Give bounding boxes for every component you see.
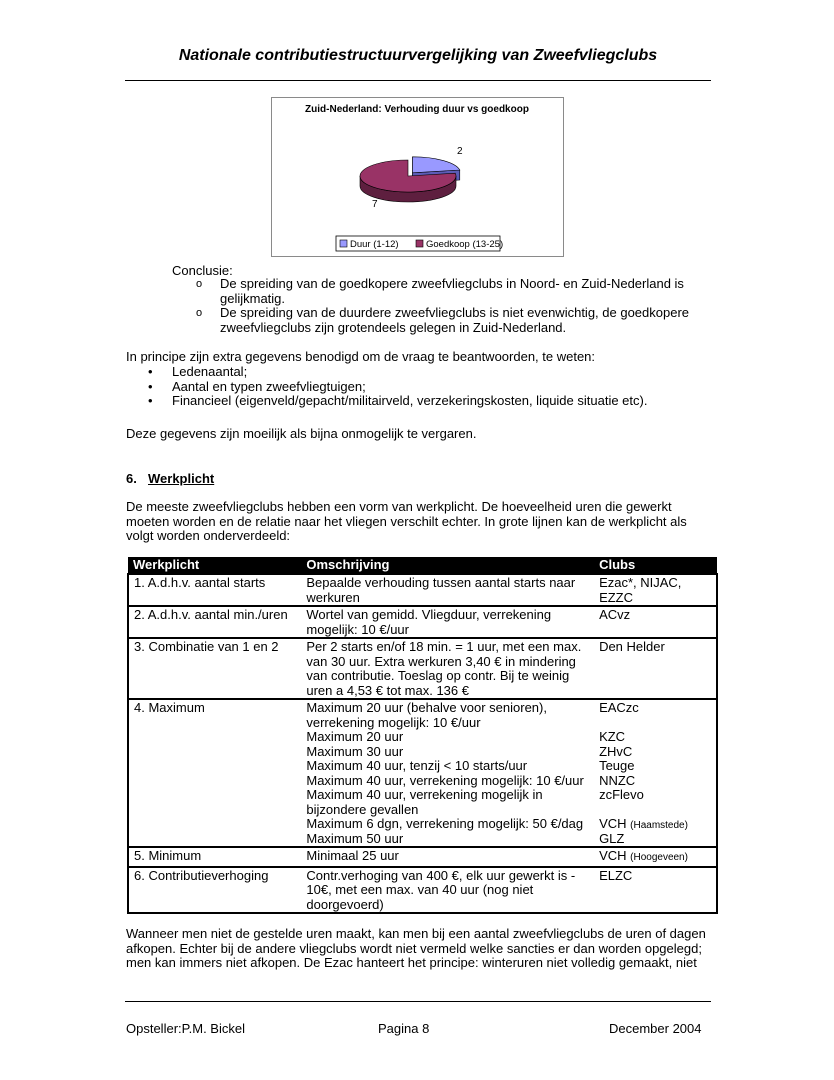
description-line: Maximum 40 uur, tenzij < 10 starts/uur (306, 758, 528, 773)
club-line (599, 832, 711, 847)
table-cell-type: 3. Combinatie van 1 en 2 (128, 638, 301, 699)
data-label-small: 2 (457, 146, 463, 157)
description-line: Minimaal 25 uur (306, 848, 399, 863)
table-cell-description (301, 638, 594, 699)
table-cell-clubs (594, 638, 717, 699)
club-line (599, 869, 711, 884)
table-header-row (128, 557, 717, 574)
club-location-note: (Haamstede) (630, 820, 688, 831)
club-line (599, 817, 711, 832)
column-header: Omschrijving (301, 557, 594, 574)
pie-chart (271, 97, 564, 257)
section-intro-paragraph: De meeste zweefvliegclubs hebben een vorm van werkplicht. De hoeveelheid uren die gewerkt moeten worden en de relatie naar het vliegen verschilt echter. In grote lijnen kan de werkplicht als volgt worden onderverdeeld: (126, 499, 687, 544)
bullet-item-text: Ledenaantal; (172, 364, 248, 379)
club-line (599, 576, 711, 605)
bullet-item-text: Aantal en typen zweefvliegtuigen; (172, 378, 366, 394)
description-line: Maximum 6 dgn, verrekening mogelijk: 50 €/dag (306, 816, 584, 831)
bullet-icon: • (148, 364, 153, 379)
description-line: Maximum 40 uur, verrekening mogelijk in bijzondere gevallen (306, 787, 543, 817)
table-cell-clubs (594, 867, 717, 914)
section-number: 6. (126, 471, 137, 486)
footer-author: Opsteller:P.M. Bickel (126, 1021, 245, 1036)
table-row (128, 606, 717, 638)
chart-title: Zuid-Nederland: Verhouding duur vs goedkoop (305, 104, 529, 115)
footer-page-number: Pagina 8 (378, 1021, 430, 1036)
legend-label-duur: Duur (1-12) (350, 239, 399, 250)
list-item (196, 277, 696, 306)
conclusion-item-text: De spreiding van de goedkopere zweefvliegclubs in Noord- en Zuid-Nederland is gelijkmatig. (220, 276, 684, 306)
club-name: GLZ (599, 830, 625, 846)
club-line (599, 701, 711, 730)
conclusion-item-text: De spreiding van de duurdere zweefvliegclubs is niet evenwichtig, de goedkopere zweefvliegclubs zijn grotendeels gelegen in Zuid-Nederland. (220, 305, 690, 335)
section-heading (126, 471, 214, 486)
difficulty-paragraph: Deze gegevens zijn moeilijk als bijna onmogelijk te vergaren. (126, 426, 477, 441)
header-rule (125, 80, 711, 81)
table-cell-clubs (594, 847, 717, 867)
bullet-icon: • (148, 378, 153, 394)
circle-bullet-icon: o (196, 278, 203, 290)
table-cell-clubs (594, 699, 717, 847)
legend-swatch-goedkoop (416, 240, 423, 247)
club-name: VCH (599, 816, 627, 831)
conclusion-list (196, 277, 696, 335)
bullet-icon: • (148, 393, 153, 409)
table-cell-description (301, 699, 594, 847)
table-cell-type: 4. Maximum (128, 699, 301, 847)
data-label-large: 7 (372, 199, 378, 210)
table-cell-description (301, 574, 594, 606)
table-cell-description (301, 847, 594, 867)
club-name: VCH (599, 848, 627, 863)
club-line (599, 745, 711, 760)
description-line: Maximum 40 uur, verrekening mogelijk: 10 €/uur (306, 772, 584, 788)
description-line: Contr.verhoging van 400 €, elk uur gewerkt is - 10€, met een max. van 40 uur (nog niet doorgevoerd) (306, 867, 576, 912)
pie-slice-duur (412, 157, 459, 173)
table-row (128, 638, 717, 699)
conclusion-title: Conclusie: (172, 263, 233, 278)
description-line: Maximum 30 uur (306, 743, 404, 759)
table-cell-clubs (594, 574, 717, 606)
club-line (599, 608, 711, 623)
club-line (599, 759, 711, 774)
description-line: Wortel van gemidd. Vliegduur, verrekening mogelijk: 10 €/uur (306, 607, 552, 637)
club-name: ELZC (599, 867, 633, 883)
table-cell-type: 2. A.d.h.v. aantal min./uren (128, 606, 301, 638)
club-name: NNZC (599, 772, 636, 788)
table-row (128, 574, 717, 606)
closing-paragraph: Wanneer men niet de gestelde uren maakt, kan men bij een aantal zweefvliegclubs de uren of dagen afkopen. Echter bij de andere vliegclubs wordt niet vermeld welke sancties er dan worden opgelegd; men kan immers niet afkopen. De Ezac hanteert het principe: winteruren niet volledig gemaakt, niet (126, 926, 706, 971)
club-name: KZC (599, 729, 626, 744)
footer-rule (125, 1001, 711, 1002)
list-item (196, 306, 696, 335)
table-cell-description (301, 606, 594, 638)
list-item (126, 365, 686, 380)
table-row (128, 699, 717, 847)
list-item (126, 380, 686, 395)
legend-label-goedkoop: Goedkoop (13-25) (426, 239, 504, 250)
table-cell-type: 5. Minimum (128, 847, 301, 867)
club-name: Teuge (599, 758, 635, 773)
table-row (128, 847, 717, 867)
list-item (126, 394, 686, 409)
club-line (599, 730, 711, 745)
club-line (599, 849, 711, 866)
description-line: Maximum 50 uur (306, 830, 404, 846)
table-row (128, 867, 717, 914)
footer-date: December 2004 (609, 1021, 702, 1036)
werkplicht-table (127, 557, 718, 914)
chart-legend (336, 236, 503, 251)
intro-paragraph: In principe zijn extra gegevens benodigd om de vraag te beantwoorden, te weten: (126, 349, 596, 364)
club-location-note: (Hoogeveen) (630, 852, 688, 863)
table-cell-description (301, 867, 594, 914)
club-line (599, 774, 711, 789)
circle-bullet-icon: o (196, 307, 203, 320)
club-line (599, 640, 711, 655)
bullet-item-text: Financieel (eigenveld/gepacht/militairveld, verzekeringskosten, liquide situatie etc). (172, 393, 648, 409)
club-name: ACvz (599, 607, 631, 622)
table-cell-clubs (594, 606, 717, 638)
description-line: Bepaalde verhouding tussen aantal starts naar werkuren (306, 575, 576, 605)
section-title: Werkplicht (148, 471, 215, 486)
table-cell-type: 6. Contributieverhoging (128, 867, 301, 914)
pie-chart-svg (272, 98, 563, 256)
club-name: EACzc (599, 700, 639, 715)
data-needs-list (126, 365, 686, 409)
club-name: ZHvC (599, 743, 633, 759)
description-line: Maximum 20 uur (306, 729, 404, 744)
club-line (599, 788, 711, 817)
legend-swatch-duur (340, 240, 347, 247)
club-name: Ezac*, NIJAC, EZZC (599, 575, 682, 605)
column-header: Clubs (594, 557, 717, 574)
description-line: Maximum 20 uur (behalve voor senioren), verrekening mogelijk: 10 €/uur (306, 700, 547, 730)
description-line: Per 2 starts en/of 18 min. = 1 uur, met een max. van 30 uur. Extra werkuren 3,40 € in mindering van contributie. Toeslag op contr. Bij te weinig uren a 4,53 € tot max. 136 € (306, 639, 582, 698)
column-header: Werkplicht (128, 557, 301, 574)
page-header-title: Nationale contributiestructuurvergelijking van Zweefvliegclubs (178, 47, 658, 64)
table-cell-type: 1. A.d.h.v. aantal starts (128, 574, 301, 606)
club-name: Den Helder (599, 639, 665, 654)
club-name: zcFlevo (599, 787, 644, 802)
